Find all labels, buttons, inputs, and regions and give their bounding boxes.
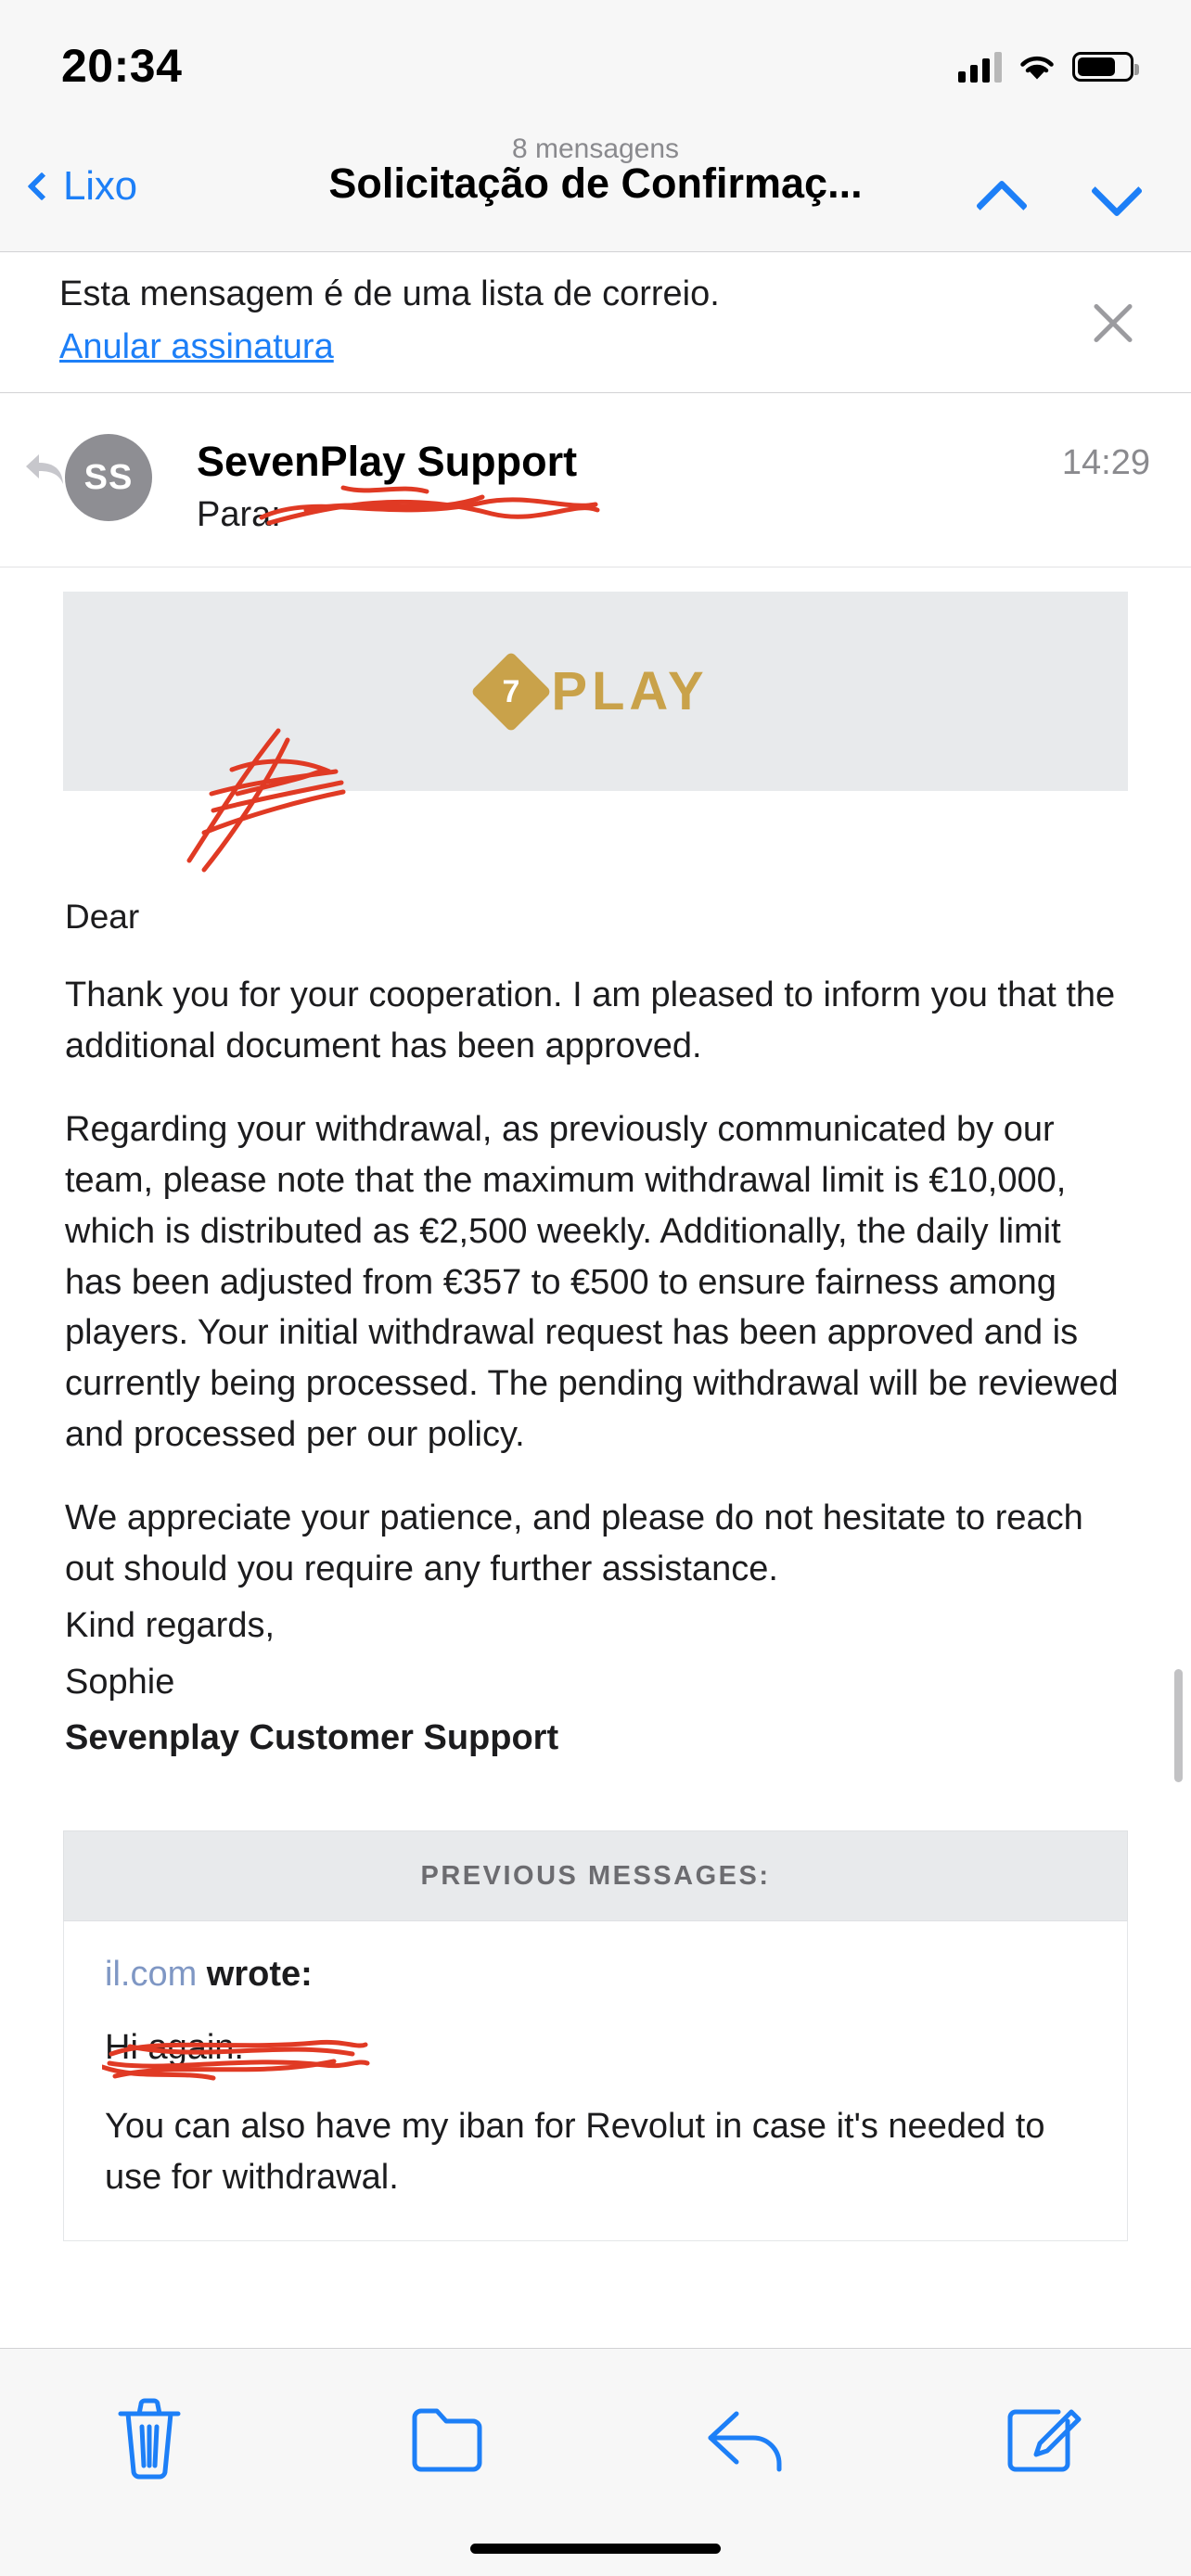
mailing-list-banner bbox=[0, 252, 1191, 393]
mailing-list-text: Esta mensagem é de uma lista de correio. bbox=[59, 274, 720, 313]
reply-button[interactable] bbox=[685, 2386, 805, 2488]
greeting-line: Dear bbox=[65, 898, 140, 936]
sender-name[interactable]: SevenPlay Support bbox=[197, 438, 578, 485]
compose-button[interactable] bbox=[982, 2386, 1103, 2488]
close-icon[interactable] bbox=[1085, 295, 1141, 351]
logo-wordmark: PLAY bbox=[551, 661, 709, 721]
home-indicator[interactable] bbox=[470, 2544, 721, 2554]
paragraph-1: Thank you for your cooperation. I am pleased to inform you that the additional document has been approved. bbox=[65, 976, 1116, 1065]
previous-messages-label: PREVIOUS MESSAGES: bbox=[420, 1860, 771, 1891]
previous-message-block bbox=[63, 1921, 1128, 2241]
next-message-button[interactable] bbox=[1085, 167, 1150, 232]
move-to-folder-button[interactable] bbox=[387, 2386, 507, 2488]
message-body bbox=[0, 568, 1191, 2348]
reply-icon bbox=[685, 2386, 805, 2488]
trash-icon bbox=[89, 2386, 210, 2488]
avatar[interactable] bbox=[65, 434, 152, 521]
sign-off: Kind regards, bbox=[65, 1605, 275, 1645]
chevron-up-icon bbox=[976, 180, 1029, 233]
avatar-initials: SS bbox=[83, 457, 134, 497]
recipient-line[interactable] bbox=[197, 495, 281, 535]
battery-icon bbox=[1072, 52, 1133, 82]
chevron-left-icon bbox=[27, 172, 56, 200]
page-title: Solicitação de Confirmaç... bbox=[328, 159, 863, 207]
folder-icon bbox=[387, 2386, 507, 2488]
status-bar bbox=[0, 0, 1191, 119]
previous-sender-masked: il.com bbox=[105, 1955, 198, 1995]
chevron-down-icon bbox=[1091, 165, 1144, 218]
cellular-signal-icon bbox=[958, 51, 1002, 83]
message-toolbar bbox=[0, 2348, 1191, 2576]
recipient-prefix: Para: bbox=[197, 495, 281, 534]
brand-logo-banner bbox=[63, 592, 1128, 791]
status-time: 20:34 bbox=[61, 40, 183, 92]
reply-arrow-icon bbox=[20, 449, 69, 490]
sign-team: Sevenplay Customer Support bbox=[65, 1718, 559, 1758]
status-indicators bbox=[958, 36, 1133, 83]
previous-message-from bbox=[105, 1955, 1086, 1995]
wifi-icon bbox=[1017, 51, 1057, 83]
compose-icon bbox=[982, 2386, 1103, 2488]
message-count-label: 8 mensagens bbox=[511, 134, 680, 164]
previous-line-1: Hi again. bbox=[105, 2028, 244, 2068]
letter-content bbox=[0, 898, 1191, 1764]
sign-name: Sophie bbox=[65, 1662, 175, 1702]
seven-diamond-logo-icon bbox=[470, 651, 552, 733]
delete-button[interactable] bbox=[89, 2386, 210, 2488]
message-timestamp: 14:29 bbox=[1061, 443, 1150, 482]
back-button-label: Lixo bbox=[63, 163, 137, 209]
paragraph-2: Regarding your withdrawal, as previously communicated by our team, please note that the maximum withdrawal limit is €10,000, which is distributed as €2,500 weekly. Additionally, the daily limit has been adjusted from €357 to €500 to ensure fairness among players. Your initial withdrawal request has been approved and is currently being processed. The pending withdrawal will be reviewed and processed per our policy. bbox=[65, 1110, 1119, 1454]
back-button[interactable] bbox=[32, 163, 137, 210]
navigation-bar bbox=[0, 119, 1191, 252]
previous-line-2: You can also have my iban for Revolut in case it's needed to use for withdrawal. bbox=[105, 2107, 1045, 2198]
paragraph-3: We appreciate your patience, and please do not hesitate to reach out should you require any further assistance. bbox=[65, 1498, 1083, 1589]
unsubscribe-link[interactable]: Anular assinatura bbox=[59, 327, 334, 366]
message-header bbox=[0, 393, 1191, 567]
scrollbar-indicator[interactable] bbox=[1174, 1669, 1183, 1782]
previous-messages-header bbox=[63, 1830, 1128, 1921]
previous-sender-suffix: wrote: bbox=[206, 1955, 313, 1995]
logo-mark: 7 bbox=[502, 672, 520, 708]
previous-message-button[interactable] bbox=[970, 167, 1035, 232]
